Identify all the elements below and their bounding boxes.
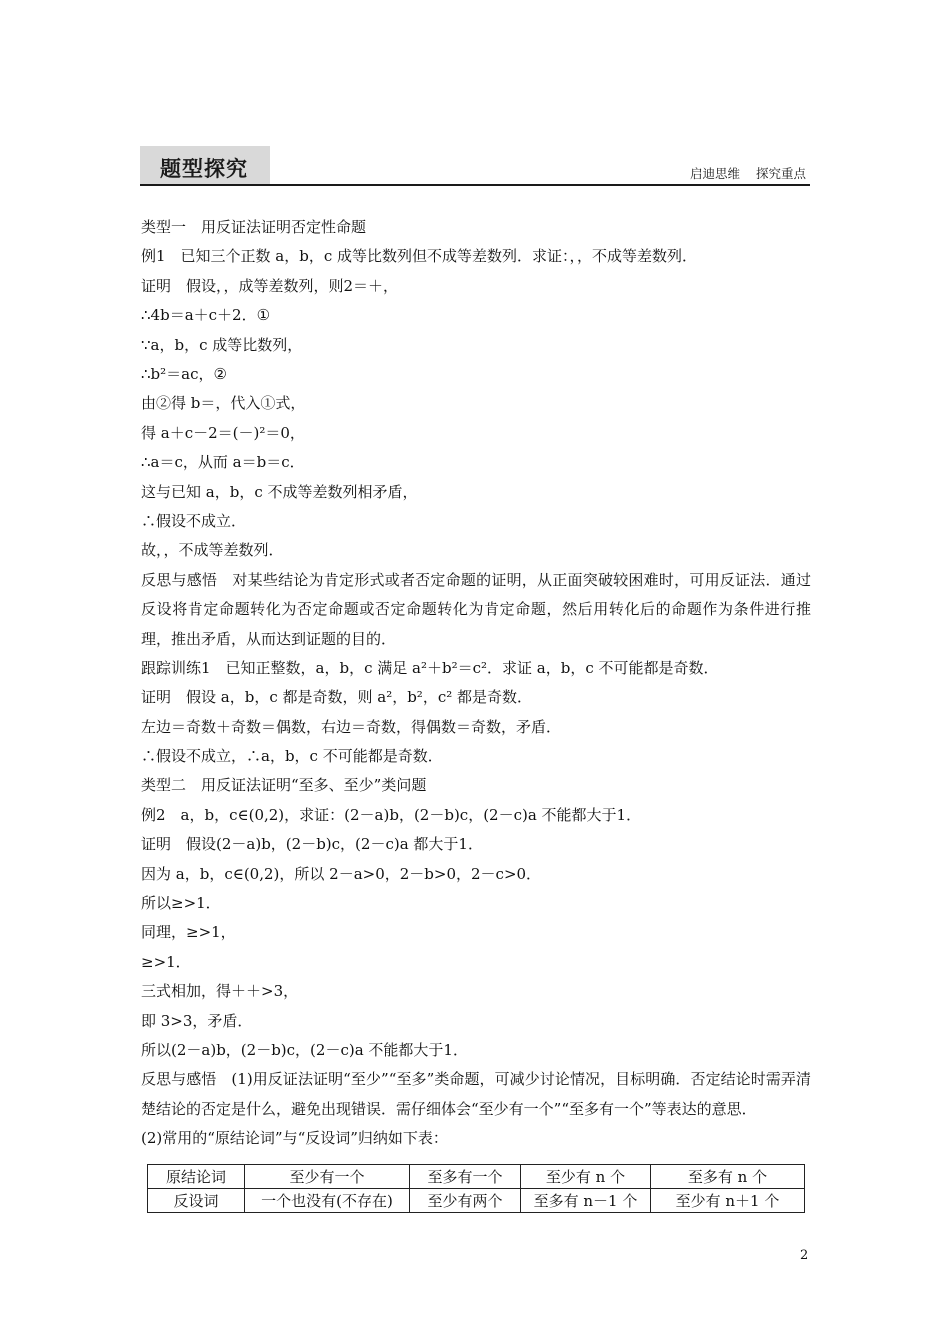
proof-line: ≥>1．: [141, 952, 191, 971]
table-cell: 反设词: [148, 1189, 245, 1213]
proof-conclusion: 所以(2－a)b，(2－b)c，(2－c)a 不能都大于1．: [141, 1040, 468, 1059]
reflection-paragraph: 反思与感悟 对某些结论为肯定形式或者否定命题的证明，从正面突破较困难时，可用反证法．通过反设将肯定命题转化为否定命题或否定命题转化为肯定命题，然后用转化后的命题作为条件进行推理，推出矛盾，从而达到证题的目的．: [141, 570, 811, 648]
section-header: [140, 146, 810, 186]
table-cell: 至少有两个: [410, 1189, 521, 1213]
table-cell: 至少有 n＋1 个: [651, 1189, 805, 1213]
proof-line: ∴a＝c，从而 a＝b＝c．: [141, 453, 305, 472]
proof-line: 得 a＋c－2＝(－)²＝0，: [141, 423, 305, 442]
proof-line: 同理，≥>1，: [141, 923, 236, 942]
proof-line: ∵a，b，c 成等比数列，: [141, 335, 303, 354]
proof-conclusion: 故，，不成等差数列．: [141, 541, 284, 560]
table-cell: 原结论词: [148, 1165, 245, 1189]
header-rule: [140, 184, 810, 186]
proof-line: 证明 假设 a，b，c 都是奇数，则 a²，b²，c² 都是奇数．: [141, 688, 533, 707]
negation-table: [147, 1164, 805, 1213]
tagline-left: 启迪思维: [689, 166, 740, 181]
proof-line: 所以≥>1．: [141, 894, 221, 913]
section-title: 题型探究: [160, 157, 248, 181]
example-two: 例2 a，b，c∈(0,2)，求证：(2－a)b，(2－b)c，(2－c)a 不能都大于1．: [141, 805, 642, 824]
proof-line: 三式相加，得＋＋>3，: [141, 982, 299, 1001]
example-one: 例1 已知三个正数 a，b，c 成等比数列但不成等差数列．求证：，，不成等差数列．: [141, 247, 698, 266]
table-cell: 一个也没有(不存在): [245, 1189, 410, 1213]
proof-line: 由②得 b＝，代入①式，: [141, 394, 306, 413]
table-cell: 至少有一个: [245, 1165, 410, 1189]
proof-line: 即 3>3，矛盾．: [141, 1011, 253, 1030]
proof-line: ∴b²＝ac，②: [141, 364, 227, 383]
proof-line: 证明 假设(2－a)b，(2－b)c，(2－c)a 都大于1．: [141, 835, 483, 854]
proof-line: ∴假设不成立．: [141, 511, 247, 530]
table-cell: 至多有一个: [410, 1165, 521, 1189]
tagline-right: 探究重点: [755, 166, 806, 181]
document-body: [141, 213, 811, 1154]
page-number: 2: [800, 1248, 809, 1263]
table-cell: 至多有 n－1 个: [521, 1189, 651, 1213]
table-cell: 至少有 n 个: [521, 1165, 651, 1189]
table-cell: 至多有 n 个: [651, 1165, 805, 1189]
reflection-paragraph: 反思与感悟 (1)用反证法证明“至少”“至多”类命题，可减少讨论情况，目标明确．否定结论时需弄清楚结论的否定是什么，避免出现错误．需仔细体会“至少有一个”“至多有一个”等表达的意思．: [141, 1070, 811, 1118]
table-intro: (2)常用的“原结论词”与“反设词”归纳如下表：: [141, 1129, 448, 1148]
proof-line: ∴4b＝a＋c＋2．①: [141, 306, 271, 325]
header-tagline: [678, 164, 806, 182]
proof-line: 这与已知 a，b，c 不成等差数列相矛盾，: [141, 482, 418, 501]
table-row: [148, 1165, 805, 1189]
type-two-heading: 类型二 用反证法证明“至多、至少”类问题: [141, 776, 427, 795]
proof-line: 因为 a，b，c∈(0,2)，所以 2－a>0，2－b>0，2－c>0．: [141, 864, 542, 883]
proof-line: 左边＝奇数＋奇数＝偶数，右边＝奇数，得偶数＝奇数，矛盾．: [141, 717, 562, 736]
table-row: [148, 1189, 805, 1213]
proof-line: 证明 假设，，成等差数列，则2＝＋，: [141, 276, 399, 295]
follow-up-exercise: 跟踪训练1 已知正整数，a，b，c 满足 a²＋b²＝c²．求证 a，b，c 不可能都是奇数．: [141, 658, 719, 677]
type-one-heading: 类型一 用反证法证明否定性命题: [141, 218, 367, 236]
proof-line: ∴假设不成立，∴a，b，c 不可能都是奇数．: [141, 747, 443, 766]
